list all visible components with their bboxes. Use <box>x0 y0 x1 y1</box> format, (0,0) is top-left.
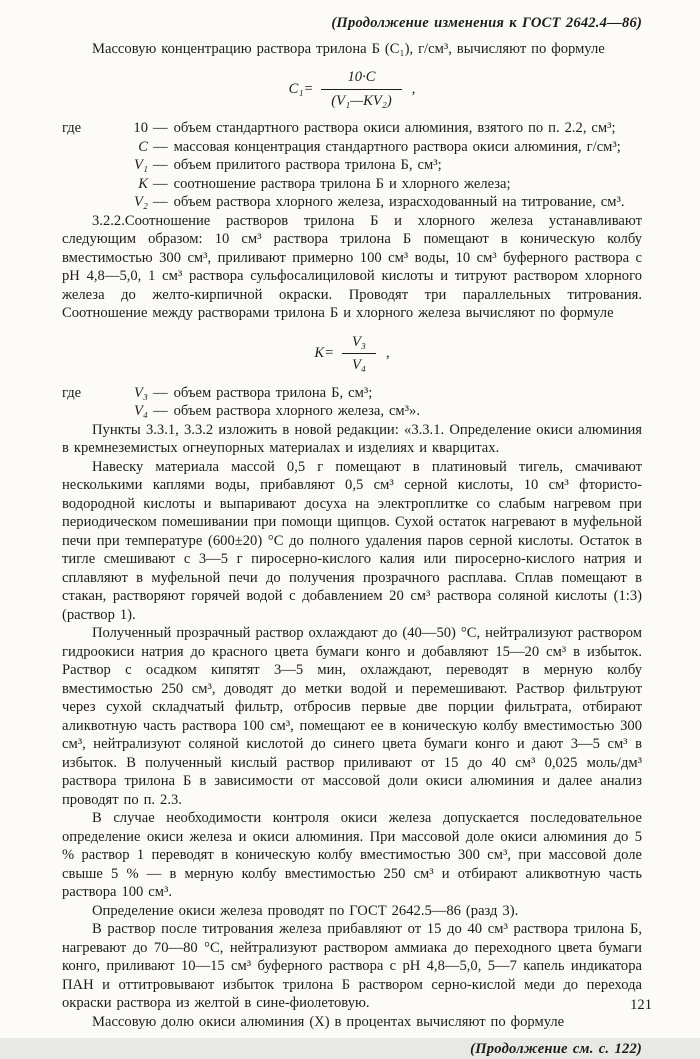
formula-c1-lhs: C₁= <box>288 80 314 97</box>
definition-description: объем раствора хлорного железа, см³». <box>173 403 420 419</box>
definitions-list-2 <box>62 384 642 421</box>
definition-term: V₄ <box>134 403 148 419</box>
paragraph-punkty-331: Пункты 3.3.1, 3.3.2 изложить в новой редакции: «3.3.1. Определение окиси алюминия в кремнеземистых огнеупорных материалах и изделиях и кварцитах. <box>62 421 642 456</box>
definition-row-10 <box>62 119 642 138</box>
paragraph-v-sluchae: В случае необходимости контроля окиси железа допускается последовательное определение окиси железа и окиси алюминия. При массовой доле окиси алюминия до 5 % раствор 1 переводят в коническую колбу вместимостью 300 см³, при массовой доле свыше 5 % — в мерную колбу вместимостью 250 см³ и отбирают аликвотную часть раствора 100 см³. <box>62 810 642 900</box>
definition-prefix <box>62 193 96 212</box>
paragraph-massovaya-dolya: Массовую долю окиси алюминия (X) в процентах вычисляют по формуле <box>92 1013 565 1030</box>
definition-prefix: где <box>62 384 82 401</box>
definition-row-v2 <box>62 193 642 212</box>
definition-dash: — <box>153 175 168 192</box>
definition-term: 10 <box>133 120 148 136</box>
definition-prefix <box>62 138 96 157</box>
formula-k-numerator: V₃ <box>342 333 376 355</box>
paragraph-3-2-2: 3.2.2.Соотношение растворов трилона Б и хлорного железа устанавливают следующим образом: 10 см³ раствора трилона Б помещают в коническую колбу вместимостью 300 см³, приливают примерно 100 см³ воды, 10 см³ буферного раствора с pH 4,8—5,0, 1 см³ раствора сульфосалициловой кислоты и титруют раствором хлорного железа до желто-кирпичной окраски. Проводят три параллельных титрования. Соотношение между растворами трилона Б и хлорного железа вычисляют по формуле <box>62 212 642 321</box>
definition-dash: — <box>153 194 168 210</box>
definition-term: V₃ <box>134 384 148 401</box>
formula-k <box>62 333 642 375</box>
definition-dash: — <box>153 157 168 173</box>
definition-dash: — <box>153 138 168 155</box>
formula-k-lhs: K= <box>314 345 334 362</box>
definition-description: объем раствора трилона Б, см³; <box>173 384 373 401</box>
definition-term: K <box>138 175 148 192</box>
paragraph-opredelenie-zheleza: Определение окиси железа проводят по ГОСТ 2642.5—86 (разд 3). <box>92 902 519 919</box>
definition-prefix <box>62 175 96 194</box>
formula-k-fraction <box>342 333 376 375</box>
definition-dash: — <box>153 384 168 401</box>
definition-row-v1 <box>62 156 642 175</box>
definition-term: V₁ <box>134 157 148 173</box>
continuation-header: (Продолжение изменения к ГОСТ 2642.4—86) <box>331 15 642 31</box>
definition-prefix: где <box>62 120 82 136</box>
definition-row-v4 <box>62 402 642 421</box>
definition-row-c <box>62 138 642 157</box>
definition-description: соотношение раствора трилона Б и хлорного железа; <box>173 175 511 192</box>
definition-description: объем прилитого раствора трилона Б, см³; <box>173 157 442 173</box>
definition-dash: — <box>153 403 168 419</box>
formula-c1-denominator: (V₁—KV₂) <box>331 92 392 109</box>
formula-k-body <box>314 333 389 375</box>
paragraph-navesku: Навеску материала массой 0,5 г помещают в платиновый тигель, смачивают несколькими каплями воды, прибавляют 0,5 см³ серной кислоты, 10 см³ фтористо-водородной кислоты и выпаривают досуха на электроплитке со слабым нагревом при периодическом помешивании при помощи щипцов. Сухой остаток нагревают в муфельной печи при температуре (600±20) °С до полного удаления паров серной кислоты. Остаток в тигле смешивают с 3—5 г пиросерно-кислого калия или пиросерно-кислого натрия и сплавляют в муфельной печи до получения прозрачного расплава. Сплав помещают в стакан, растворяют горячей водой с добавлением 20 см³ раствора соляной кислоты (1:3) (раствор 1). <box>62 458 642 623</box>
definitions-list-1 <box>62 119 642 212</box>
formula-c1-comma: , <box>411 80 416 97</box>
page-number: 121 <box>630 996 652 1013</box>
paragraph-v-rastvor: В раствор после титрования железа прибавляют от 15 до 40 см³ раствора трилона Б, нагревают до 70—80 °С, нейтрализуют раствором аммиака до переходного цвета бумаги конго, приливают 10—15 см³ буферного раствора с pH 4,8—5,0, 5—7 капель индикатора ПАН и оттитровывают избыток трилона Б раствором серно-кислой меди до перехода окраски раствора из желтой в сине-фиолетовую. <box>62 921 642 1011</box>
formula-c1-numerator: 10·C <box>321 68 401 90</box>
continuation-footer: (Продолжение см. с. 122) <box>470 1041 642 1057</box>
paragraph-mass-concentration: Массовую концентрацию раствора трилона Б (C₁), г/см³, вычисляют по формуле <box>92 40 605 57</box>
definition-row-k <box>62 175 642 194</box>
formula-k-denominator: V₄ <box>351 357 366 373</box>
formula-c1-body <box>289 68 416 110</box>
paragraph-poluchenny-rastvor: Полученный прозрачный раствор охлаждают до (40—50) °С, нейтрализуют раствором гидроокиси натрия до красного цвета бумаги конго и добавляют 15—20 см³ в избыток. Раствор с осадком кипятят 3—5 мин, охлаждают, переводят в мерную колбу вместимостью 250 см³, доводят до метки водой и перемешивают. Раствор фильтруют через сухой складчатый фильтр, отбросив первые две порции фильтрата, отбирают аликвотную часть раствора 100 см³, помещают ее в коническую колбу вместимостью 300 см³, нейтрализуют соляной кислотой до синего цвета бумаги конго и дают 3—5 см³ в избыток. В полученный кислый раствор приливают от 15 до 40 см³ 0,025 моль/дм³ раствора трилона Б в зависимости от массовой доли окиси алюминия и далее анализ проводят по п. 2.3. <box>62 625 642 808</box>
definition-dash: — <box>153 120 168 136</box>
definition-term: C <box>138 138 148 155</box>
definition-prefix <box>62 156 96 175</box>
formula-c1 <box>62 68 642 110</box>
definition-prefix <box>62 402 96 421</box>
definition-row-v3 <box>62 384 642 403</box>
definition-description: объем раствора хлорного железа, израсходованный на титрование, см³. <box>173 194 625 210</box>
definition-description: объем стандартного раствора окиси алюминия, взятого по п. 2.2, см³; <box>173 120 616 136</box>
definition-term: V₂ <box>134 194 148 210</box>
definition-description: массовая концентрация стандартного раствора окиси алюминия, г/см³; <box>173 138 621 155</box>
formula-c1-fraction <box>321 68 401 110</box>
formula-k-comma: , <box>385 345 390 362</box>
